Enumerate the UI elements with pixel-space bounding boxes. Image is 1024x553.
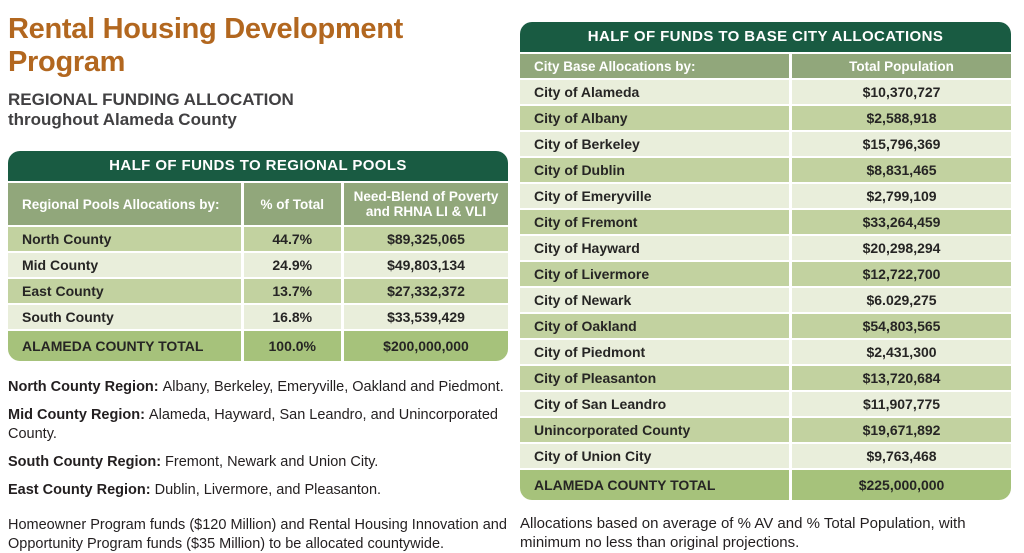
row-label-cell: City of Union City (520, 444, 789, 468)
subtitle-line-2: throughout Alameda County (8, 110, 237, 129)
row-label-cell: City of Fremont (520, 210, 789, 234)
row-label-cell: City of Livermore (520, 262, 789, 286)
table-row (520, 288, 1011, 312)
row-label-cell: City of Oakland (520, 314, 789, 338)
row-amount-cell: $54,803,565 (792, 314, 1011, 338)
row-label-cell: City of Dublin (520, 158, 789, 182)
table-row (520, 366, 1011, 390)
region-note (8, 378, 508, 397)
page-title: Rental Housing Development Program (8, 13, 404, 78)
region-note-label: South County Region: (8, 453, 162, 470)
table-row (520, 444, 1011, 468)
city-table-header-row (520, 54, 1011, 78)
row-amount-cell: $33,264,459 (792, 210, 1011, 234)
row-label-cell: City of Hayward (520, 236, 789, 260)
row-amount-cell: $49,803,134 (344, 253, 508, 277)
page-subtitle (8, 90, 508, 130)
row-label-cell: City of Piedmont (520, 340, 789, 364)
column-header: Regional Pools Allocations by: (8, 183, 241, 225)
row-percent-cell: 44.7% (244, 227, 342, 251)
row-label-cell: City of San Leandro (520, 392, 789, 416)
row-label-cell: Mid County (8, 253, 241, 277)
row-amount-cell: $6.029,275 (792, 288, 1011, 312)
table-row (520, 210, 1011, 234)
right-column (520, 22, 1011, 552)
region-note-label: Mid County Region: (8, 407, 145, 423)
row-label-cell: East County (8, 279, 241, 303)
table-row (520, 314, 1011, 338)
row-label-cell: City of Albany (520, 106, 789, 130)
total-amount-cell: $200,000,000 (344, 331, 508, 361)
table-row (520, 340, 1011, 364)
column-header: Need-Blend of Poverty and RHNA LI & VLI (344, 183, 508, 225)
total-label-cell: ALAMEDA COUNTY TOTAL (8, 331, 241, 361)
row-amount-cell: $2,799,109 (792, 184, 1011, 208)
row-label-cell: Unincorporated County (520, 418, 789, 442)
row-amount-cell: $11,907,775 (792, 392, 1011, 416)
table-row (520, 184, 1011, 208)
table-row (520, 132, 1011, 156)
row-amount-cell: $2,431,300 (792, 340, 1011, 364)
row-label-cell: City of Alameda (520, 80, 789, 104)
row-amount-cell: $15,796,369 (792, 132, 1011, 156)
region-notes (8, 378, 508, 499)
left-footnote: Homeowner Program funds ($120 Million) and Rental Housing Innovation and Opportunity Program funds ($35 Million) to be allocated countywide. (8, 517, 507, 552)
row-amount-cell: $8,831,465 (792, 158, 1011, 182)
row-amount-cell: $33,539,429 (344, 305, 508, 329)
table-row (520, 262, 1011, 286)
row-amount-cell: $9,763,468 (792, 444, 1011, 468)
row-amount-cell: $2,588,918 (792, 106, 1011, 130)
column-header: % of Total (244, 183, 342, 225)
region-note-text: Fremont, Newark and Union City. (165, 453, 379, 470)
total-amount-cell: $225,000,000 (792, 470, 1011, 500)
region-note-text: Dublin, Livermore, and Pleasanton. (154, 481, 382, 498)
column-header: Total Population (792, 54, 1011, 78)
row-percent-cell: 24.9% (244, 253, 342, 277)
table-row (520, 80, 1011, 104)
subtitle-line-1: REGIONAL FUNDING ALLOCATION (8, 90, 294, 109)
row-amount-cell: $19,671,892 (792, 418, 1011, 442)
left-column (8, 13, 508, 553)
region-note-text: Alameda, Hayward, San Leandro, and Unincorporated County. (8, 407, 498, 442)
city-allocations-table (520, 22, 1011, 500)
region-note-text: Albany, Berkeley, Emeryville, Oakland and Piedmont. (162, 379, 504, 395)
row-amount-cell: $89,325,065 (344, 227, 508, 251)
row-label-cell: City of Newark (520, 288, 789, 312)
row-label-cell: City of Berkeley (520, 132, 789, 156)
region-note-label: East County Region: (8, 481, 151, 498)
table-row (520, 158, 1011, 182)
region-note-label: North County Region: (8, 379, 159, 395)
table-row (8, 305, 508, 329)
regional-table-header-row (8, 183, 508, 225)
regional-table-title: HALF OF FUNDS TO REGIONAL POOLS (8, 151, 508, 181)
total-percent-cell: 100.0% (244, 331, 342, 361)
region-note (8, 481, 508, 500)
right-footnote: Allocations based on average of % AV and % Total Population, with minimum no less than original projections. (520, 515, 966, 551)
row-amount-cell: $20,298,294 (792, 236, 1011, 260)
table-row (8, 279, 508, 303)
table-row (8, 253, 508, 277)
table-row (520, 236, 1011, 260)
row-label-cell: City of Pleasanton (520, 366, 789, 390)
row-label-cell: South County (8, 305, 241, 329)
column-header: City Base Allocations by: (520, 54, 789, 78)
table-row (520, 418, 1011, 442)
row-amount-cell: $13,720,684 (792, 366, 1011, 390)
table-row (520, 106, 1011, 130)
region-note (8, 406, 508, 443)
total-row (520, 470, 1011, 500)
total-label-cell: ALAMEDA COUNTY TOTAL (520, 470, 789, 500)
row-amount-cell: $10,370,727 (792, 80, 1011, 104)
total-row (8, 331, 508, 361)
region-note (8, 453, 508, 472)
row-percent-cell: 16.8% (244, 305, 342, 329)
row-amount-cell: $27,332,372 (344, 279, 508, 303)
city-table-title: HALF OF FUNDS TO BASE CITY ALLOCATIONS (520, 22, 1011, 52)
row-label-cell: North County (8, 227, 241, 251)
regional-pools-table (8, 151, 508, 361)
row-amount-cell: $12,722,700 (792, 262, 1011, 286)
table-row (8, 227, 508, 251)
row-label-cell: City of Emeryville (520, 184, 789, 208)
row-percent-cell: 13.7% (244, 279, 342, 303)
table-row (520, 392, 1011, 416)
